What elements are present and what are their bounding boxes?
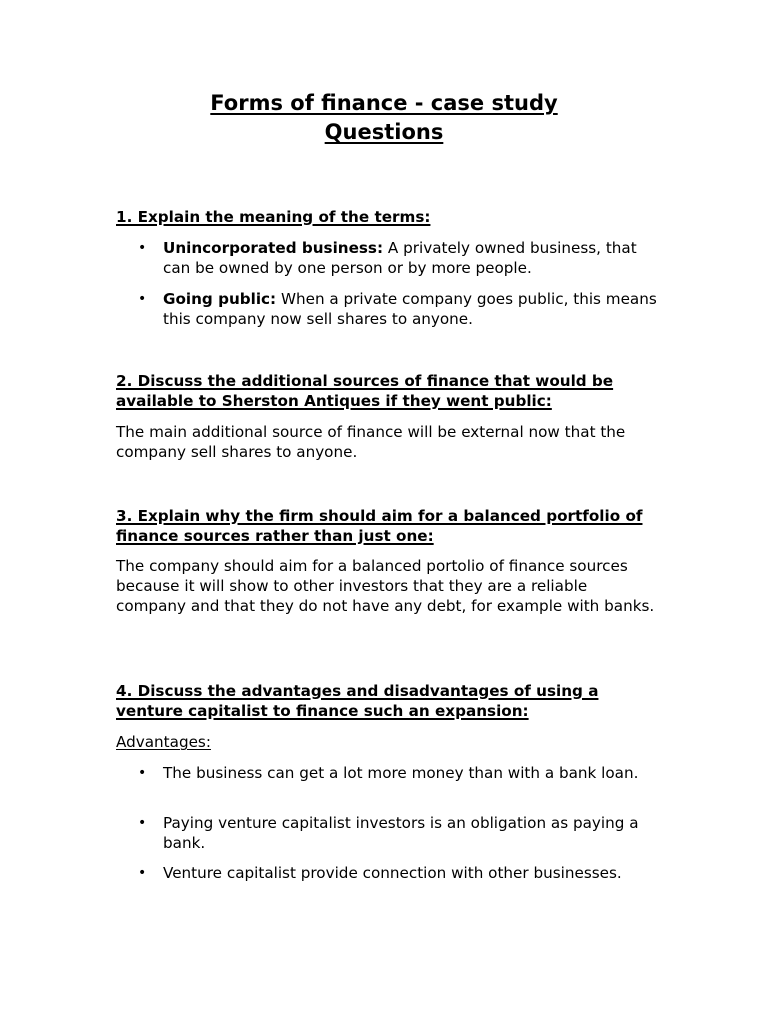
advantage-bullet-item xyxy=(116,763,661,783)
advantages-label: Advantages: xyxy=(116,733,211,751)
term-label: Going public: xyxy=(163,290,277,308)
term-label: Unincorporated business: xyxy=(163,239,384,257)
bullet-text: Paying venture capitalist investors is an obligation as paying a bank. xyxy=(163,814,639,852)
bullet-text xyxy=(163,238,661,278)
bullet-dot: • xyxy=(138,765,147,781)
question-1-bullet-item xyxy=(116,238,661,278)
question-1-bullet-item xyxy=(116,289,661,329)
title-line-2: Questions xyxy=(324,120,444,144)
question-3-answer: The company should aim for a balanced portolio of finance sources because it will show to other investors that they are a reliable company and that they do not have any debt, for example with banks. xyxy=(116,557,655,615)
bullet-text: The business can get a lot more money than with a bank loan. xyxy=(163,764,639,782)
term-definition: A privately owned business, that can be owned by one person or by more people. xyxy=(163,239,637,277)
question-2-answer: The main additional source of finance will be external now that the company sell shares to anyone. xyxy=(116,423,626,461)
bullet-dot: • xyxy=(138,815,147,831)
question-3-heading: 3. Explain why the firm should aim for a balanced portfolio of finance sources rather than just one: xyxy=(116,507,643,545)
bullet-text xyxy=(163,289,661,329)
bullet-dot: • xyxy=(138,865,147,881)
question-1-heading: 1. Explain the meaning of the terms: xyxy=(116,208,431,226)
bullet-dot: • xyxy=(138,240,147,256)
title-line-1: Forms of finance - case study xyxy=(210,91,558,115)
question-2-heading: 2. Discuss the additional sources of finance that would be available to Sherston Antiques if they went public: xyxy=(116,372,614,410)
bullet-dot: • xyxy=(138,291,147,307)
bullet-text: Venture capitalist provide connection with other businesses. xyxy=(163,864,622,882)
advantage-bullet-item xyxy=(116,863,661,883)
advantage-bullet-item xyxy=(116,813,661,853)
question-4-heading: 4. Discuss the advantages and disadvantages of using a venture capitalist to finance such an expansion: xyxy=(116,682,599,720)
term-definition: When a private company goes public, this means this company now sell shares to anyone. xyxy=(163,290,657,328)
document-title xyxy=(0,89,768,147)
